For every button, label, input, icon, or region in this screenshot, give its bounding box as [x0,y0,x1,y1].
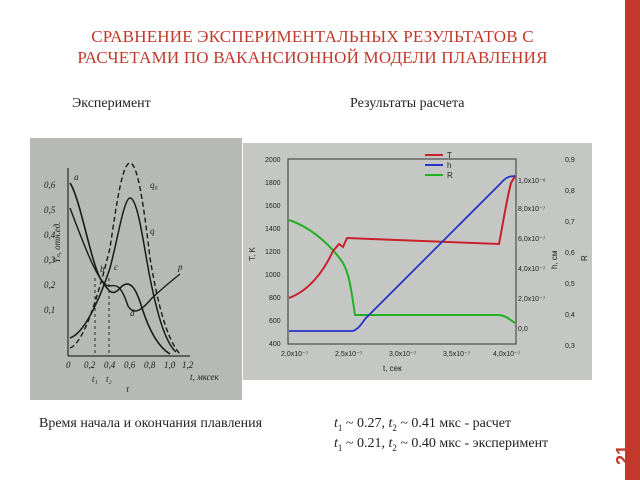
exp-t2-symbol: t [388,436,393,451]
results-plot-image [243,143,592,380]
exp-xlabel: t, мксек [190,372,219,382]
exp-result-line [334,436,548,453]
exp-curve-label-d: d [130,308,135,318]
exp-t1-value: ~ 0.21, [342,436,389,451]
res-xtick-0: 2,0x10⁻⁷ [281,351,309,358]
res-ytick-T-4: 1200 [265,249,281,256]
exp-xtick-3: 0,6 [124,360,136,370]
slide-title [20,26,605,68]
title-line-2: РАСЧЕТАМИ ПО ВАКАНСИОННОЙ МОДЕЛИ ПЛАВЛЕНИЯ [77,48,548,67]
exp-ytick-2: 0,4 [44,230,56,240]
res-xtick-2: 3,0x10⁻⁷ [389,351,417,358]
exp-ytick-4: 0,2 [44,280,56,290]
exp-curve-q [70,198,176,352]
res-xtick-3: 3,5x10⁻⁷ [443,351,471,358]
exp-tau-label: τ [126,384,130,394]
res-ytick-h-4: 2,0x10⁻⁷ [518,296,546,303]
title-line-1: СРАВНЕНИЕ ЭКСПЕРИМЕНТАЛЬНЫХ РЕЗУЛЬТАТОВ С [91,27,534,46]
exp-curve-label-q: q [150,226,155,236]
res-plot-frame [288,159,516,344]
exp-ytick-1: 0,5 [44,205,56,215]
exp-xtick-0: 0 [66,360,71,370]
exp-t1-label: t₁ [92,374,98,384]
exp-xtick-6: 1,2 [182,360,194,370]
page-number: 21 [613,444,633,466]
exp-curve-label-q0: q₀ [150,180,158,190]
res-ytick-R-0: 0,9 [565,157,575,164]
melting-time-label: Время начала и окончания плавления [39,416,263,431]
exp-t1-sub: 1 [337,442,343,453]
experiment-plot-svg [30,138,242,400]
res-ytick-h-2: 6,0x10⁻⁷ [518,236,546,243]
results-plot-svg [243,143,592,380]
res-ytick-h-5: 0,0 [518,326,528,333]
res-legend-T: T [447,151,452,160]
res-ytick-R-6: 0,3 [565,343,575,350]
res-ytick-T-3: 1400 [265,226,281,233]
calc-t1-sub: 1 [337,422,343,433]
res-ytick-T-0: 2000 [265,157,281,164]
res-legend-h: h [447,161,452,170]
res-ytick-T-1: 1800 [265,180,281,187]
exp-t1-symbol: t [334,436,338,451]
res-ylabel-h: h, см [550,250,559,269]
res-ylabel-T: T, K [248,247,257,261]
exp-t2-value: ~ 0.40 мкс - эксперимент [396,436,549,451]
calc-t2-symbol: t [388,416,393,431]
res-ytick-R-3: 0,6 [565,250,575,257]
exp-curve-label-a: a [74,172,79,182]
exp-curve-p [70,208,180,311]
exp-curve-label-c: c [114,262,118,272]
experiment-header: Эксперимент [72,96,151,111]
calc-t2-value: ~ 0.41 мкс - расчет [396,416,512,431]
exp-xtick-5: 1,0 [164,360,176,370]
res-ytick-T-8: 400 [269,341,281,348]
res-legend-R: R [447,171,453,180]
res-ytick-R-2: 0,7 [565,219,575,226]
res-ytick-T-5: 1000 [265,272,281,279]
exp-t2-label: t₂ [106,374,112,384]
res-ytick-h-1: 8,0x10⁻⁷ [518,206,546,213]
calc-t1-value: ~ 0.27, [342,416,389,431]
exp-ytick-3: 0,3 [44,255,56,265]
res-xlabel: t, сек [383,364,402,373]
res-xtick-4: 4,0x10⁻⁷ [493,351,521,358]
res-xtick-1: 2,5x10⁻⁷ [335,351,363,358]
res-ytick-h-0: 1,0x10⁻⁶ [518,178,546,185]
res-ytick-T-2: 1600 [265,203,281,210]
calc-t1-symbol: t [334,416,338,431]
calc-result-line [334,416,511,433]
sidebar-accent-bar [625,0,640,480]
results-header: Результаты расчета [350,96,465,111]
exp-xtick-1: 0,2 [84,360,96,370]
exp-ylabel: Yₙ, отн.ед. [52,221,62,263]
exp-t2-sub: 2 [392,442,397,453]
exp-curve-label-p: p [178,262,183,272]
experiment-plot-image [30,138,242,400]
res-ytick-T-6: 800 [269,295,281,302]
exp-curve-label-b: b [100,264,105,274]
res-ytick-R-4: 0,5 [565,281,575,288]
res-ytick-T-7: 600 [269,318,281,325]
exp-xtick-2: 0,4 [104,360,116,370]
calc-t2-sub: 2 [392,422,397,433]
exp-ytick-0: 0,6 [44,180,56,190]
res-legend [425,151,453,180]
res-ylabel-R: R [580,255,589,261]
res-ytick-R-1: 0,8 [565,188,575,195]
res-ytick-R-5: 0,4 [565,312,575,319]
exp-xtick-4: 0,8 [144,360,156,370]
exp-ytick-5: 0,1 [44,305,56,315]
res-ytick-h-3: 4,0x10⁻⁷ [518,266,546,273]
exp-curve-q0 [70,163,180,354]
